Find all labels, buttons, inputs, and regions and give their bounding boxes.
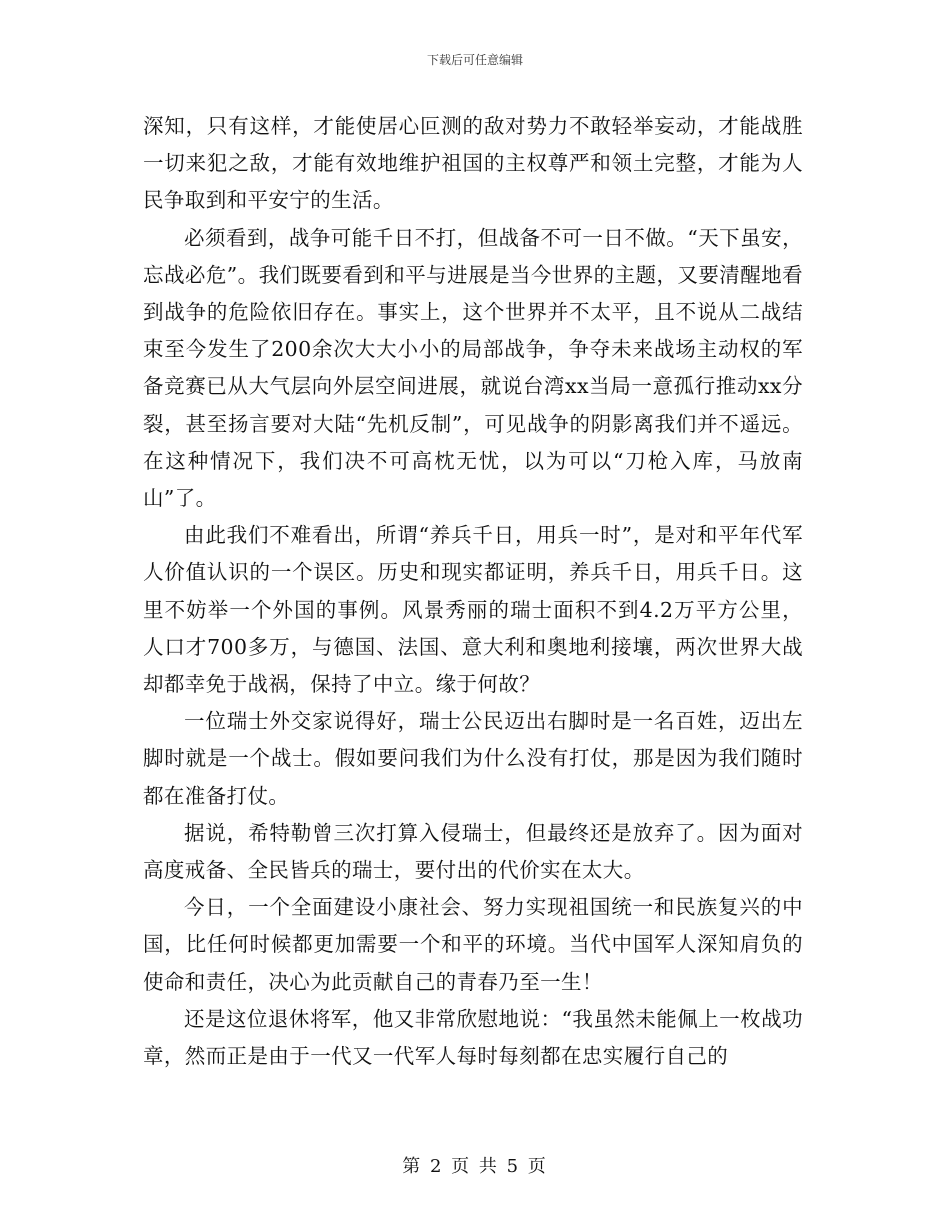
page-header: 下载后可任意编辑 [426,53,523,67]
paragraph-6: 今日，一个全面建设小康社会、努力实现祖国统一和民族复兴的中国，比任何时候都更加需要一个和平的环境。当代中国军人深知肩负的使命和责任，决心为此贡献自己的青春乃至一生！ [143,895,803,994]
paragraph-5: 据说，希特勒曾三次打算入侵瑞士，但最终还是放弃了。因为面对高度戒备、全民皆兵的瑞士，要付出的代价实在太大。 [143,820,803,883]
document-body [143,108,803,1075]
paragraph-2: 必须看到，战争可能千日不打，但战备不可一日不做。“天下虽安，忘战必危”。我们既要看到和平与进展是当今世界的主题，又要清醒地看到战争的危险依旧存在。事实上，这个世界并不太平，且不说从二战结束至今发生了200余次大大小小的局部战争，争夺未来战场主动权的军备竞赛已从大气层向外层空间进展，就说台湾xx当局一意孤行推动xx分裂，甚至扬言要对大陆“先机反制”，可见战争的阴影离我们并不遥远。在这种情况下，我们决不可高枕无忧，以为可以“刀枪入库，马放南山”了。 [143,225,803,511]
paragraph-7: 还是这位退休将军，他又非常欣慰地说：“我虽然未能佩上一枚战功章，然而正是由于一代又一代军人每时每刻都在忠实履行自己的 [143,1006,803,1069]
paragraph-3: 由此我们不难看出，所谓“养兵千日，用兵一时”，是对和平年代军人价值认识的一个误区。历史和现实都证明，养兵千日，用兵千日。这里不妨举一个外国的事例。风景秀丽的瑞士面积不到4.2万平方公里，人口才700多万，与德国、法国、意大利和奥地利接壤，两次世界大战却都幸免于战祸，保持了中立。缘于何故？ [143,523,803,697]
page-number-footer: 第 2 页 共 5 页 [402,1156,548,1177]
paragraph-4: 一位瑞士外交家说得好，瑞士公民迈出右脚时是一名百姓，迈出左脚时就是一个战士。假如要问我们为什么没有打仗，那是因为我们随时都在准备打仗。 [143,709,803,808]
paragraph-1: 深知，只有这样，才能使居心叵测的敌对势力不敢轻举妄动，才能战胜一切来犯之敌，才能有效地维护祖国的主权尊严和领土完整，才能为人民争取到和平安宁的生活。 [143,114,803,213]
